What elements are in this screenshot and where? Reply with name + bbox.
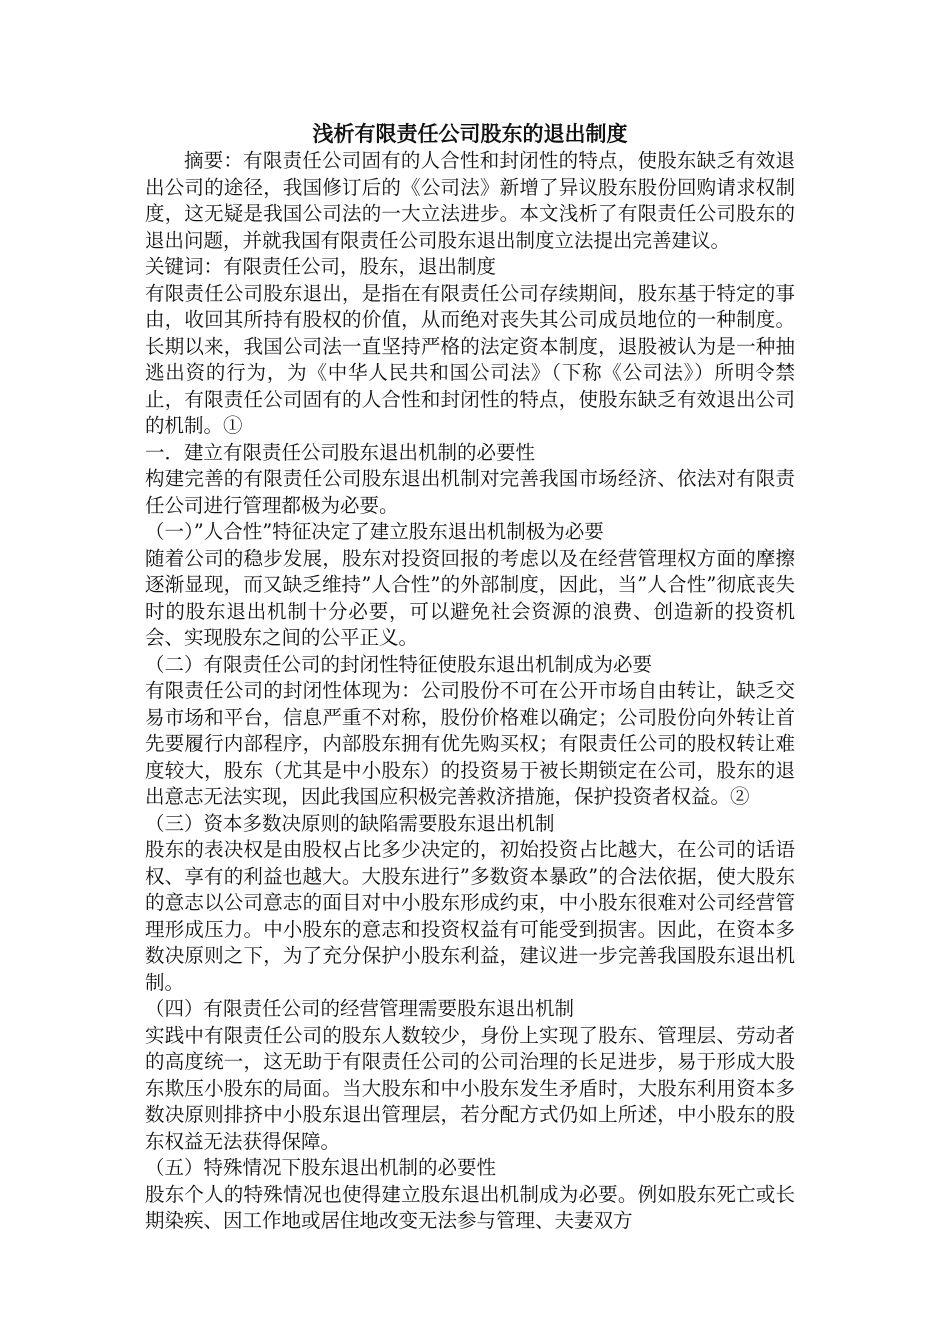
abstract-paragraph: 摘要：有限责任公司固有的人合性和封闭性的特点，使股东缺乏有效退出公司的途径，我国修订后的《公司法》新增了异议股东股份回购请求权制度，这无疑是我国公司法的一大立法进步。本文浅析了有限责任公司股东的退出问题，并就我国有限责任公司股东退出制度立法提出完善建议。: [145, 149, 795, 252]
subsection-2-heading: （二）有限责任公司的封闭性特征使股东退出机制成为必要: [145, 652, 653, 676]
section-1-heading: 一．建立有限责任公司股东退出机制的必要性: [145, 440, 536, 464]
subsection-2-text: 有限责任公司的封闭性体现为：公司股份不可在公开市场自由转让，缺乏交易市场和平台，信息严重不对称，股份价格难以确定；公司股份向外转让首先要履行内部程序，内部股东拥有优先购买权；有限责任公司的股权转让难度较大，股东（尤其是中小股东）的投资易于被长期锁定在公司，股东的退出意志无法实现，因此我国应积极完善救济措施，保护投资者权益。②: [145, 679, 795, 808]
subsection-1-heading: （一）”人合性”特征决定了建立股东退出机制极为必要: [145, 520, 604, 543]
intro-paragraph: 有限责任公司股东退出，是指在有限责任公司存续期间，股东基于特定的事由，收回其所持有股权的价值，从而绝对丧失其公司成员地位的一种制度。长期以来，我国公司法一直坚持严格的法定资本制度，退股被认为是一种抽逃出资的行为，为《中华人民共和国公司法》（下称《公司法》）所明令禁止，有限责任公司固有的人合性和封闭性的特点，使股东缺乏有效退出公司的机制。①: [145, 281, 795, 437]
subsection-1-text: 随着公司的稳步发展，股东对投资回报的考虑以及在经营管理权方面的摩擦逐渐显现，而又缺乏维持”人合性”的外部制度，因此，当”人合性”彻底丧失时的股东退出机制十分必要，可以避免社会资源的浪费、创造新的投资机会、实现股东之间的公平正义。: [145, 546, 795, 649]
document-page: [145, 120, 795, 1235]
subsection-4-heading: （四）有限责任公司的经营管理需要股东退出机制: [145, 997, 575, 1020]
section-1-intro: 构建完善的有限责任公司股东退出机制对完善我国市场经济、依法对有限责任公司进行管理都极为必要。: [145, 467, 795, 517]
subsection-5-text: 股东个人的特殊情况也使得建立股东退出机制成为必要。例如股东死亡或长期染疾、因工作地或居住地改变无法参与管理、夫妻双方: [145, 1182, 795, 1232]
subsection-5-heading: （五）特殊情况下股东退出机制的必要性: [145, 1156, 497, 1179]
subsection-3-heading: （三）资本多数决原则的缺陷需要股东退出机制: [145, 811, 555, 835]
subsection-4-text: 实践中有限责任公司的股东人数较少，身份上实现了股东、管理层、劳动者的高度统一，这无助于有限责任公司的公司治理的长足进步，易于形成大股东欺压小股东的局面。当大股东和中小股东发生矛盾时，大股东利用资本多数决原则排挤中小股东退出管理层，若分配方式仍如上所述，中小股东的股东权益无法获得保障。: [145, 1023, 795, 1153]
subsection-3-text: 股东的表决权是由股权占比多少决定的，初始投资占比越大，在公司的话语权、享有的利益也越大。大股东进行”多数资本暴政”的合法依据，使大股东的意志以公司意志的面目对中小股东形成约束，中小股东很难对公司经营管理形成压力。中小股东的意志和投资权益有可能受到损害。因此，在资本多数决原则之下，为了充分保护小股东利益，建议进一步完善我国股东退出机制。: [145, 838, 795, 994]
document-title: 浅析有限责任公司股东的退出制度: [312, 121, 628, 146]
keywords-line: 关键词：有限责任公司，股东，退出制度: [145, 255, 497, 278]
